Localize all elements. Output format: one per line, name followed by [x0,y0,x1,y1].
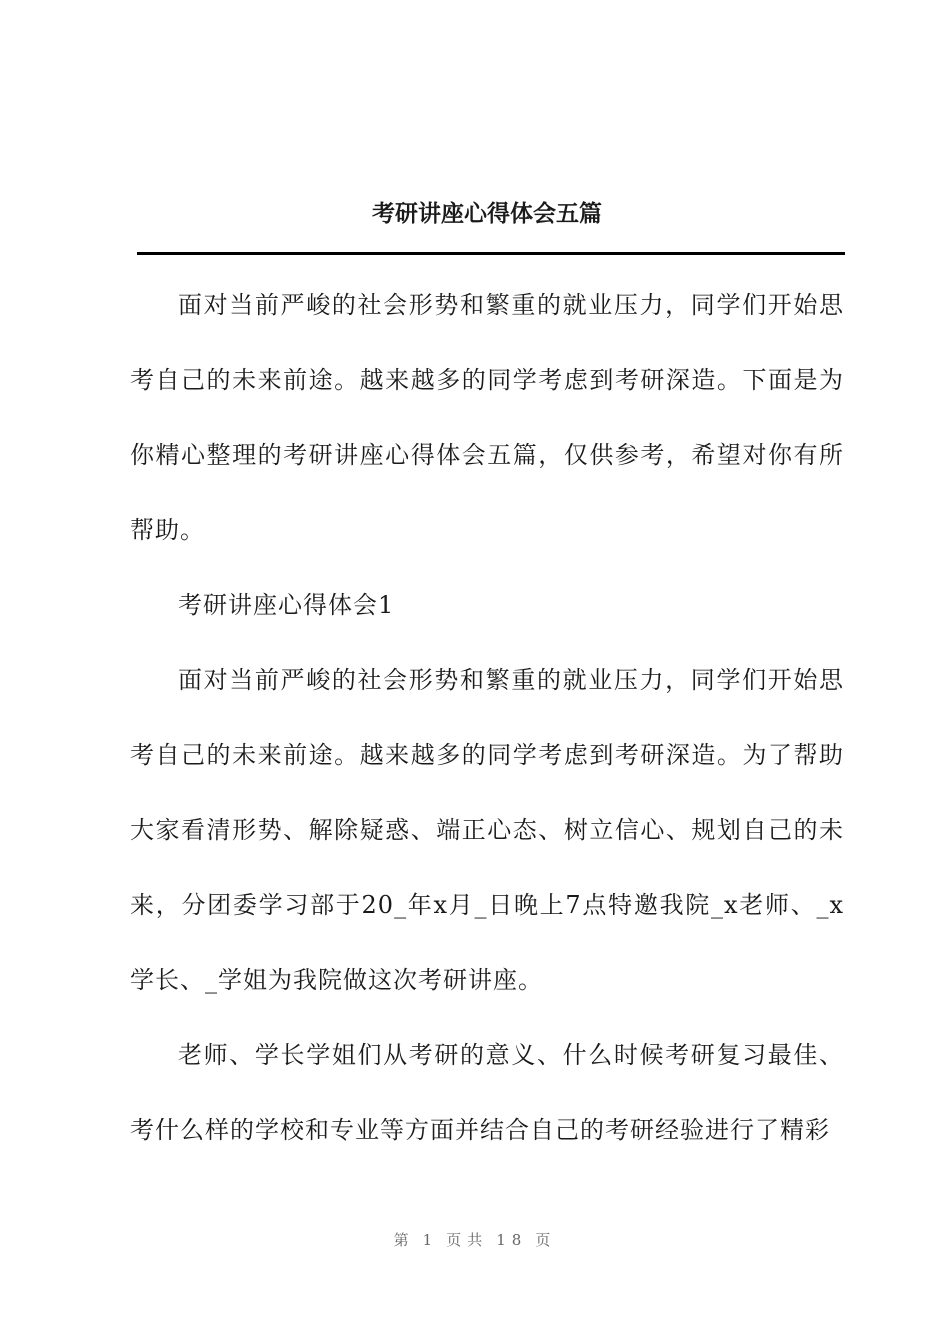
footer-current-page: 1 [422,1231,439,1249]
footer-prefix: 第 [393,1231,415,1249]
page-footer [0,1229,950,1250]
body-paragraph: 面对当前严峻的社会形势和繁重的就业压力，同学们开始思考自己的未来前途。越来越多的同学考虑到考研深造。为了帮助大家看清形势、解除疑惑、端正心态、树立信心、规划自己的未来，分团委学习部于20_年x月_日晚上7点特邀我院_x老师、_x学长、_学姐为我院做这次考研讲座。 [130,666,844,994]
intro-paragraph: 面对当前严峻的社会形势和繁重的就业压力，同学们开始思考自己的未来前途。越来越多的同学考虑到考研深造。下面是为你精心整理的考研讲座心得体会五篇，仅供参考，希望对你有所帮助。 [130,291,844,544]
footer-suffix: 页 [535,1231,557,1249]
title-underline-rule [137,252,845,255]
footer-middle: 页共 [446,1231,489,1249]
body-paragraph: 老师、学长学姐们从考研的意义、什么时候考研复习最佳、考什么样的学校和专业等方面并结合自己的考研经验进行了精彩 [130,1041,844,1144]
document-title: 考研讲座心得体会五篇 [372,200,602,227]
document-body [130,268,844,1168]
footer-total-pages: 18 [496,1231,528,1249]
section-heading: 考研讲座心得体会1 [178,591,395,619]
